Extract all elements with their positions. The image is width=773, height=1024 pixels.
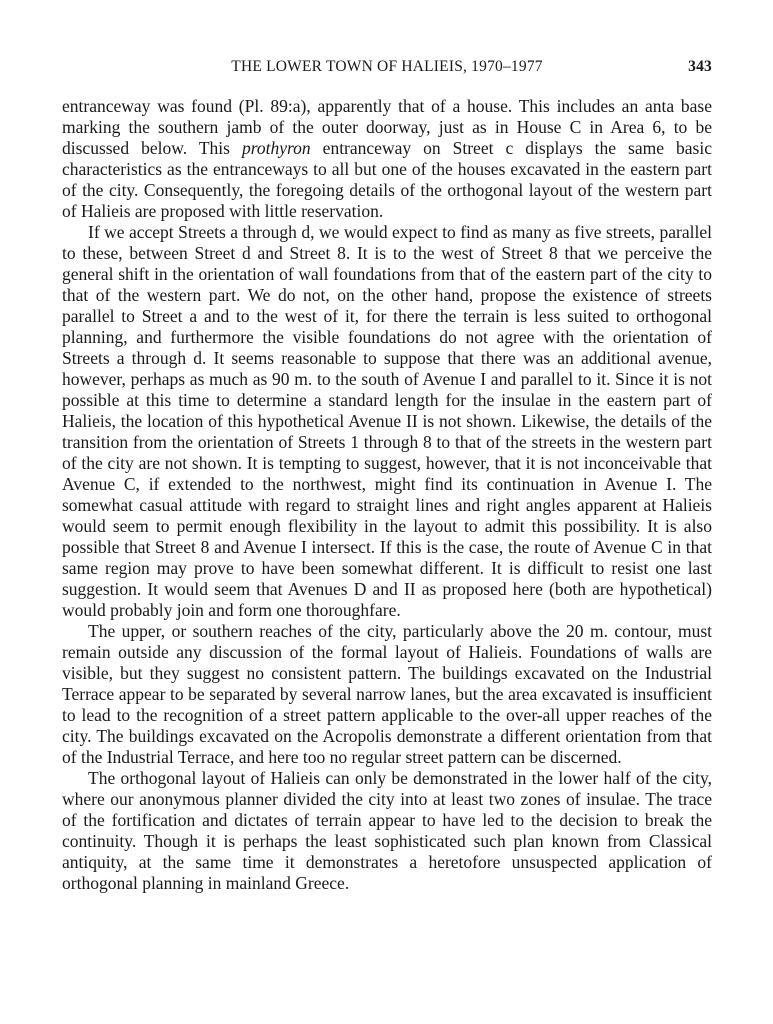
paragraph-3: The upper, or southern reaches of the city, particularly above the 20 m. contour, must remain outside any discussion of the formal layout of Halieis. Foundations of walls are visible, but they suggest no consistent pattern. The buildings excavated on the Industrial Terrace appear to be separated by several narrow lanes, but the area excavated is insufficient to lead to the recognition of a street pattern applicable to the over-all upper reaches of the city. The buildings excavated on the Acropolis demonstrate a different orientation from that of the Industrial Terrace, and here too no regular street pattern can be discerned. xyxy=(62,621,712,767)
page-number: 343 xyxy=(688,58,712,75)
paragraph-1-emphasis: prothyron xyxy=(241,138,311,158)
paragraph-1-text-after: entranceway on Street c displays the same basic characteristics as the entranceways to all but one of the houses excavated in the eastern part of the city. Consequently, the foregoing details of the orthogonal layout of the western part of Halieis are proposed with little reservation. xyxy=(62,138,712,221)
paragraph-1-text-before: entranceway was found (Pl. 89:a), apparently that of a house. This includes an anta base marking the southern jamb of the outer doorway, just as in House C in Area 6, to be discussed below. This xyxy=(62,96,712,158)
paragraph-2: If we accept Streets a through d, we would expect to find as many as five streets, parallel to these, between Street d and Street 8. It is to the west of Street 8 that we perceive the general shift in the orientation of wall foundations from that of the eastern part of the city to that of the western part. We do not, on the other hand, propose the existence of streets parallel to Street a and to the west of it, for there the terrain is less suited to orthogonal planning, and furthermore the visible foundations do not agree with the orientation of Streets a through d. It seems reasonable to suppose that there was an additional avenue, however, perhaps as much as 90 m. to the south of Avenue I and parallel to it. Since it is not possible at this time to determine a standard length for the insulae in the eastern part of Halieis, the location of this hypothetical Avenue II is not shown. Likewise, the details of the transition from the orientation of Streets 1 through 8 to that of the streets in the western part of the city are not shown. It is tempting to suggest, however, that it is not inconceivable that Avenue C, if extended to the northwest, might find its continuation in Avenue I. The somewhat casual attitude with regard to straight lines and right angles apparent at Halieis would seem to permit enough flexibility in the layout to admit this possibility. It is also possible that Street 8 and Avenue I intersect. If this is the case, the route of Avenue C in that same region may prove to have been somewhat different. It is difficult to resist one last suggestion. It would seem that Avenues D and II as proposed here (both are hypothetical) would probably join and form one thoroughfare. xyxy=(62,222,712,620)
running-title: THE LOWER TOWN OF HALIEIS, 1970–1977 xyxy=(231,58,543,75)
body-text xyxy=(62,96,712,894)
running-head xyxy=(62,58,712,84)
book-page xyxy=(62,58,712,894)
paragraph-4: The orthogonal layout of Halieis can only be demonstrated in the lower half of the city, where our anonymous planner divided the city into at least two zones of insulae. The trace of the fortification and dictates of terrain appear to have led to the decision to break the continuity. Though it is perhaps the least sophisticated such plan known from Classical antiquity, at the same time it demonstrates a heretofore unsuspected application of orthogonal planning in mainland Greece. xyxy=(62,768,712,893)
paragraph-1 xyxy=(62,96,712,222)
